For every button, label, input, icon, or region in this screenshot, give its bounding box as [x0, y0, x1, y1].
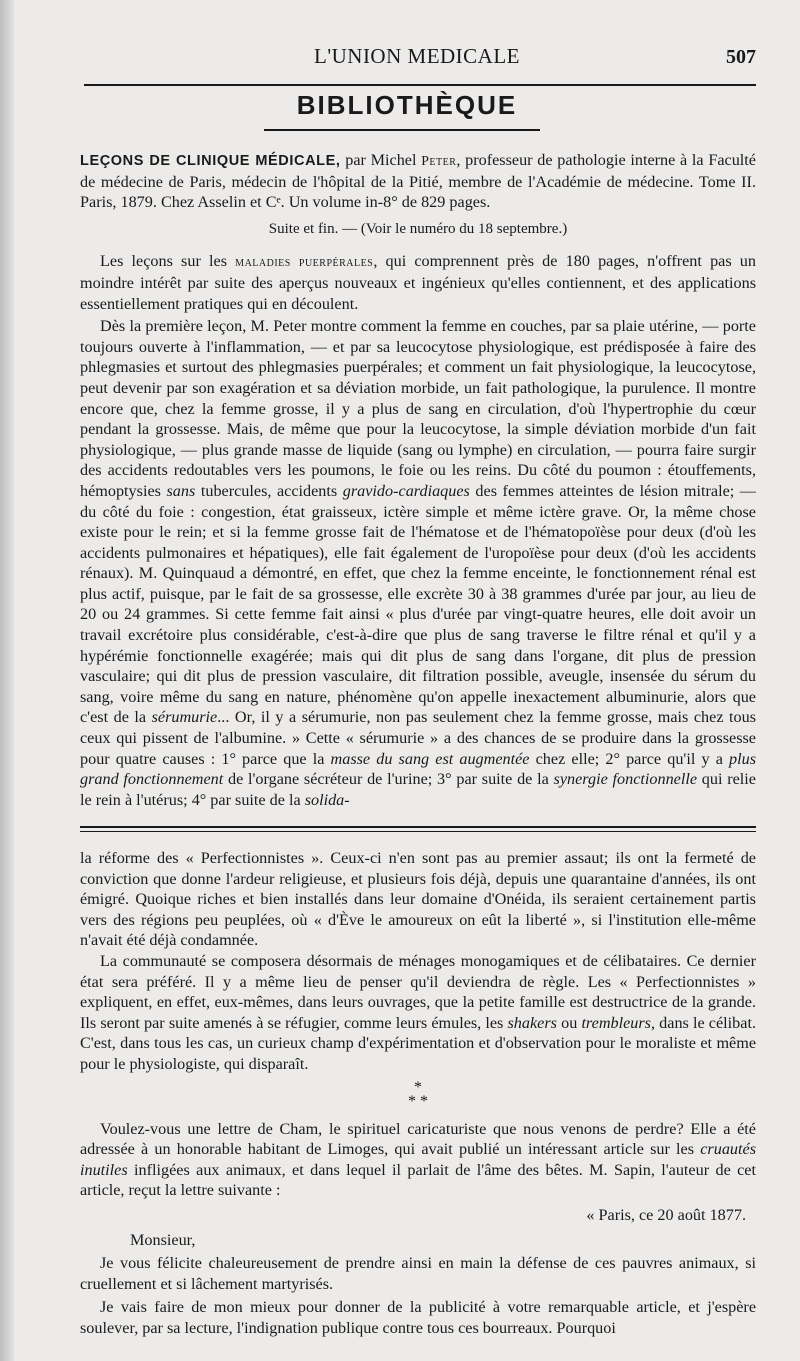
review-paragraph-1: Les leçons sur les maladies puerpérales, qui comprennent près de 180 pages, n'offrent pas un moindre intérêt par suite des aperçus nouveaux et ingénieux qu'elles contiennent, et des applications essentiellement pratiques qui en découlent. [80, 252, 756, 313]
letter-salutation: Monsieur, [130, 1230, 196, 1249]
page-number: 507 [726, 46, 756, 68]
feuilleton [80, 848, 756, 1338]
running-head [14, 44, 800, 74]
feuilleton-paragraph-2: La communauté se composera désormais de ménages monogamiques et de célibataires. Ce dernier état sera préféré. Il y a même lieu de penser qu'il deviendra de règle. Les « Perfectionnistes » expliquent, en effet, eux-mêmes, dans leurs ouvrages, que la petite famille est destructrice de la grande. Ils seront par suite amenés à se réfugier, comme leurs émules, les shakers ou trembleurs, dans le célibat. C'est, dans tous les cas, un curieux champ d'expérimentation et d'observation pour le moraliste et même pour le physiologiste, qui disparaît. [80, 951, 756, 1073]
book-title: LEÇONS DE CLINIQUE MÉDICALE, [80, 153, 341, 169]
author-name: Peter [421, 153, 457, 168]
book-citation: LEÇONS DE CLINIQUE MÉDICALE, par Michel Peter, professeur de pathologie interne à la Faculté de médecine de Paris, médecin de l'hôpital de la Pitié, membre de l'Académie de médecine. Tome II. Paris, 1879. Chez Asselin et Cᵉ. Un volume in-8° de 829 pages. [80, 151, 756, 212]
feuilleton-rule-bottom [80, 831, 756, 832]
journal-title: L'UNION MEDICALE [314, 44, 521, 68]
review-paragraph-2: Dès la première leçon, M. Peter montre comment la femme en couches, par sa plaie utérine, — porte toujours ouverte à l'inflammation, — et par sa leucocytose physiologique, est prédisposée à faire des phlegmasies et surtout des phlegmasies puerpérales; et comment un fait physiologique, la leucocytose, peut devenir par son exagération et sa déviation morbide, un fait pathologique, la purulence. Il montre encore que, chez la femme grosse, il y a plus de sang en circulation, d'où l'hypertrophie du cœur pendant la grossesse. Mais, de même que pour la leucocytose, la simple déviation morbide d'un fait physiologique, — plus grande masse de liquide (sang ou lymphe) en circulation, — pourra faire surgir des accidents redoutables vers les poumons, le foie ou les reins. Du côté du poumon : étouffements, hémoptysies sans tubercules, accidents gravido-cardiaques des femmes atteintes de lésion mitrale; — du côté du foie : congestion, état graisseux, ictère simple et même ictère grave. Or, la même chose existe pour le rein; et si la femme grosse fait de l'hématose et de l'hématopoïèse pour deux (d'où les accidents pulmonaires et hépatiques), elle fait également de l'uropoïèse pour deux (d'où les accidents rénaux). M. Quinquaud a démontré, en effet, que chez la femme enceinte, le fonctionnement rénal est plus actif, puisque, par le fait de sa grossesse, elle excrète 30 à 38 grammes d'urée par jour, au lieu de 20 ou 24 grammes. Si cette femme fait ainsi « plus d'urée par vingt-quatre heures, elle doit avoir un travail excrétoire plus considérable, c'est-à-dire que plus de sang traverse le filtre rénal et qu'il y a hypérémie fonctionnelle exagérée; mais qui dit plus de sang dans l'organe, dit plus de pression vasculaire; qui dit plus de pression vasculaire, dit filtration possible, aveugle, insensée du sérum du sang, voire même du sang en nature, phénomène qu'on appelle inexactement albuminurie, alors que c'est de la sérumurie... Or, il y a sérumurie, non pas seulement chez la femme grosse, mais chez tous ceux qui pissent de l'albumine. » Cette « sérumurie » a des chances de se produire dans la grossesse pour quatre causes : 1° parce que la masse du sang est augmentée chez elle; 2° parce qu'il y a plus grand fonctionnement de l'organe sécréteur de l'urine; 3° par suite de la synergie fonctionnelle qui relie le rein à l'utérus; 4° par suite de la solida- [80, 317, 757, 809]
feuilleton-paragraph-1: la réforme des « Perfectionnistes ». Ceux-ci n'en sont pas au premier assaut; ils ont la fermeté de conviction que donne l'ardeur religieuse, et plusieurs fois déjà, depuis une quarantaine d'années, ils ont émigré. Quoique riches et bien installés dans leur domaine d'Onéida, ils seraient certainement partis vers des régions peu peuplées, où « d'Ève le amoureux on eût la liberté », si l'institution elle-même n'avait été déjà condamnée. [80, 849, 756, 950]
review-article [80, 150, 756, 810]
citation-details: , professeur de pathologie interne à la Faculté de médecine de Paris, médecin de l'hôpital de la Pitié, membre de l'Académie de médecine. Tome II. Paris, 1879. Chez Asselin et Cᵉ. Un volume in-8° de 829 pages. [80, 151, 756, 212]
header-rule [84, 84, 756, 86]
feuilleton-rule-top [80, 826, 756, 828]
feuilleton-paragraph-3: Voulez-vous une lettre de Cham, le spirituel caricaturiste que nous venons de perdre? Elle a été adressée à un honorable habitant de Limoges, qui avait publié un intéressant article sur les cruautés inutiles infligées aux animaux, et dans lequel il parlait de l'âme des bêtes. M. Sapin, l'auteur de cet article, reçut la lettre suivante : [80, 1119, 756, 1200]
letter-paragraph-1: Je vous félicite chaleureusement de prendre ainsi en main la défense de ces pauvres animaux, si cruellement et si lâchement martyrisés. [80, 1254, 756, 1293]
letter-paragraph-2: Je vais faire de mon mieux pour donner de la publicité à votre remarquable article, et j'espère soulever, par sa lecture, l'indignation publique contre tous ces bourreaux. Pourquoi [80, 1298, 756, 1337]
continuation-note: Suite et fin. — (Voir le numéro du 18 septembre.) [268, 220, 568, 237]
section-title: BIBLIOTHÈQUE [296, 90, 518, 120]
title-underline [264, 129, 540, 131]
asterism-separator: * * * [408, 1078, 428, 1110]
page-spine [0, 0, 14, 1361]
letter-dateline: « Paris, ce 20 août 1877. [586, 1205, 746, 1224]
document-page [14, 0, 800, 1361]
